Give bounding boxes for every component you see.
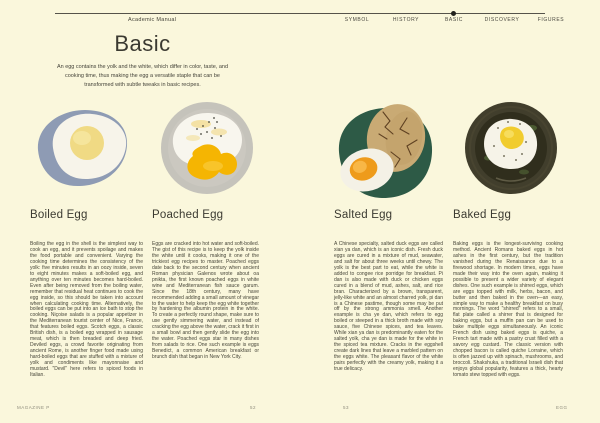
nav-item-discovery[interactable]: DISCOVERY	[484, 17, 520, 23]
header-rule	[55, 13, 545, 14]
nav-item-figures[interactable]: FIGURES	[537, 17, 565, 23]
section-heading-baked-egg: Baked Egg	[453, 209, 512, 221]
footer-page-number-right: 53	[343, 405, 350, 410]
nav-item-basic[interactable]: BASIC	[444, 17, 464, 23]
section-body-baked-egg: Baking eggs is the longest-surviving cooking method. Ancient Romans baked eggs in hot ashes in the first century, but the tradition vanished during the Renaissance due to a firewood shortage. In modern times, eggs have made their way into the oven again, making it possible to present a wider variety of elegant dishes. One such example is shirred eggs, which are eggs topped with milk, herbs, bacon, and butter and then baked in the oven—an easy, simple way to make a healthy breakfast on busy mornings. The word "shirred" refers to a small, flat plate called a shirrer that is designed for baking eggs, but a muffin pan can be used to bake multiple eggs simultaneously. An iconic French dish using baked eggs is quiche, a French tart made with a pastry crust filled with a savory egg custard. The classic version with chopped bacon is called quiche Lorraine, which is often jazzed up with spinach, mushrooms, and broccoli. Shakshuka, a traditional Israeli dish that enjoys global popularity, features a thick, hearty tomato stew topped with eggs.	[453, 241, 563, 378]
section-body-poached-egg: Eggs are cracked into hot water and soft-boiled. The gist of this recipe is to keep the yolk inside the white until it cooks, making it one of the trickiest egg recipes to master. Poached eggs date back to the second century when ancient Roman physician Galenos wrote about oa pnikta, the first known poached eggs in white wine and Mediterranean fish sauce garum. Since the 18th century, many have recommended adding a small amount of vinegar to the water to help keep the egg white together by hardening the albumin protein in the white. To create a perfectly round shape, make sure to use gently simmering water, and instead of cracking the egg above the water, crack it first in a small bowl and then gently slide the egg into the water. Poached eggs star in many dishes from salads to rice. One such example is eggs Benedict, a common American breakfast or brunch dish that began in New York City.	[152, 241, 260, 361]
baked-egg-drawing	[464, 98, 558, 198]
footer-page-number-left: 52	[250, 405, 257, 410]
active-nav-indicator-dot	[451, 11, 456, 16]
brand-title: Academic Manual	[128, 17, 177, 23]
section-body-salted-egg: A Chinese specialty, salted duck eggs are called xian ya dan, which is an iconic dish. Fresh duck eggs are cured in a mixture of mud, seawater, and salt for about three weeks until chewy. The yolk is the best part to eat, while the white is added to congee rice porridge for breakfast. Pi dan is also made with duck or chicken eggs cured in a blend of mud, ashes, salt, and rice bran. Characterized by a brown, transparent, jelly-like white and an almost charred yolk, pi dan is a Chinese pastime, though some may be put off by the strong ammonia smell. Another example is cha ye dan, which refers to egg boiled or steeped in a thick broth made with soy sauce, five Chinese spices, and tea leaves. While xian ya dan is predominantly eaten for the salted yolk, cha ye dan is made for the white in the spiced tea mixture. Cracks in the eggshell create dark lines that leave a marbled pattern on the eggs white. The pleasant flavor of the white pairs perfectly with the creamy yolk, making it a true delicacy.	[334, 241, 443, 373]
poached-egg-drawing	[157, 98, 257, 198]
intro-text: An egg contains the yolk and the white, which differ in color, taste, and cooking time, thus making the egg a versatile staple that can be transformed with subtle tweaks in basic recipes.	[56, 64, 229, 88]
intro-block	[0, 31, 285, 89]
footer-issue-label: EGG	[556, 405, 568, 410]
boiled-egg-drawing	[30, 100, 135, 195]
section-heading-salted-egg: Salted Egg	[334, 209, 393, 221]
page-title: Basic	[114, 31, 171, 56]
baked-egg-illustration	[464, 98, 558, 198]
section-body-boiled-egg: Boiling the egg in the shell is the simplest way to cook an egg, and it prevents spoilage and makes the food portable and convenient. Varying the cooking time determines the consistency of the yolk: five minutes results in an oozy inside, seven to eight minutes makes a soft-boiled egg, and anything over ten minutes becomes hard-boiled. Even after being removed from the boiling water, remember that residual heat continues to cook the egg inside, so this should be taken into account when calculating cooking time. Alternatively, the boiled eggs can be put into an ice bath to stop the cooking. Niçoise salads is a popular appetizer in the Mediterranean tourist center of Nice, France, that features boiled eggs. Scotch eggs, a classic British dish, is a boiled egg wrapped in sausage meat, which is then breaded and deep fried. Deviled eggs, a crowd favorite originating from ancient Rome, is another finger food made using hard-boiled eggs that are stuffed with a mixture of yolk and condiments like mayonnaise and mustard. "Devil" here refers to spiced foods in Italian.	[30, 241, 143, 378]
footer-magazine-label: MAGAZINE P	[17, 405, 50, 410]
salted-egg-drawing	[333, 96, 437, 206]
nav-item-history[interactable]: HISTORY	[392, 17, 420, 23]
salted-egg-illustration	[333, 96, 437, 206]
nav-item-symbol[interactable]: SYMBOL	[344, 17, 370, 23]
poached-egg-illustration	[157, 98, 257, 198]
section-heading-boiled-egg: Boiled Egg	[30, 209, 88, 221]
section-heading-poached-egg: Poached Egg	[152, 209, 224, 221]
boiled-egg-illustration	[30, 100, 135, 195]
